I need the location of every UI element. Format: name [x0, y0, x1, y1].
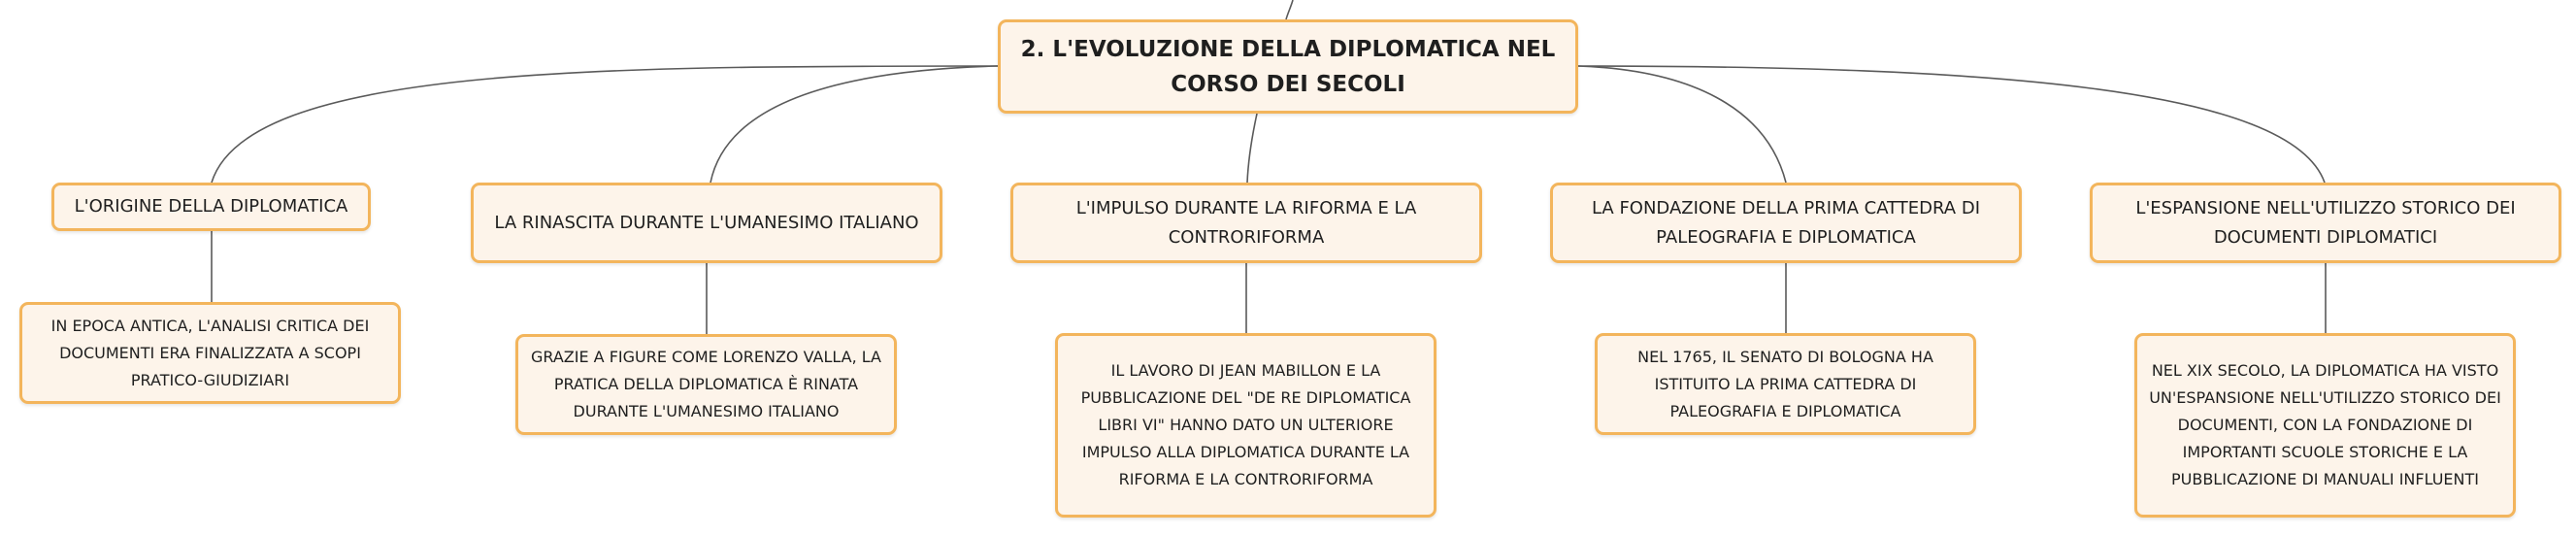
root-node[interactable] — [998, 19, 1578, 114]
detail-text: NEL 1765, IL SENATO DI BOLOGNA HA ISTITUITO LA PRIMA CATTEDRA DI PALEOGRAFIA E DIPLOMATICA — [1637, 347, 1933, 420]
topic-node-reformation[interactable] — [1010, 183, 1482, 263]
connector-root-topic-3 — [1247, 114, 1257, 183]
connector-root-topic-4 — [1578, 66, 1786, 183]
topic-node-first-chair[interactable] — [1550, 183, 2022, 263]
detail-node-reformation[interactable] — [1055, 333, 1437, 518]
detail-text: IL LAVORO DI JEAN MABILLON E LA PUBBLICAZIONE DEL "DE RE DIPLOMATICA LIBRI VI" HANNO DATO UN ULTERIORE IMPULSO ALLA DIPLOMATICA DURANTE LA RIFORMA E LA CONTRORIFORMA — [1080, 361, 1411, 488]
connector-root-parent — [1286, 0, 1293, 19]
detail-node-renaissance[interactable] — [515, 334, 897, 435]
topic-label: L'ESPANSIONE NELL'UTILIZZO STORICO DEI DOCUMENTI DIPLOMATICI — [2135, 197, 2516, 248]
detail-text: GRAZIE A FIGURE COME LORENZO VALLA, LA PRATICA DELLA DIPLOMATICA È RINATA DURANTE L'UMANESIMO ITALIANO — [530, 348, 881, 420]
detail-text: IN EPOCA ANTICA, L'ANALISI CRITICA DEI DOCUMENTI ERA FINALIZZATA A SCOPI PRATICO-GIUDIZIARI — [50, 316, 370, 389]
detail-node-origin[interactable] — [19, 302, 401, 404]
topic-node-expansion[interactable] — [2090, 183, 2561, 263]
topic-label: L'ORIGINE DELLA DIPLOMATICA — [74, 196, 348, 217]
topic-node-renaissance[interactable] — [471, 183, 942, 263]
root-title: 2. L'EVOLUZIONE DELLA DIPLOMATICA NEL CORSO DEI SECOLI — [1020, 36, 1556, 97]
detail-text: NEL XIX SECOLO, LA DIPLOMATICA HA VISTO UN'ESPANSIONE NELL'UTILIZZO STORICO DEI DOCUMENTI, CON LA FONDAZIONE DI IMPORTANTI SCUOLE STORICHE E LA PUBBLICAZIONE DI MANUALI INFLUENTI — [2149, 361, 2501, 488]
topic-label: LA RINASCITA DURANTE L'UMANESIMO ITALIANO — [494, 212, 919, 233]
connector-root-topic-2 — [710, 66, 998, 183]
detail-node-first-chair[interactable] — [1595, 333, 1976, 435]
topic-label: L'IMPULSO DURANTE LA RIFORMA E LA CONTRORIFORMA — [1075, 197, 1417, 248]
topic-label: LA FONDAZIONE DELLA PRIMA CATTEDRA DI PALEOGRAFIA E DIPLOMATICA — [1591, 197, 1981, 248]
connector-root-topic-1 — [212, 66, 998, 183]
connector-root-topic-5 — [1578, 66, 2325, 183]
detail-node-expansion[interactable] — [2134, 333, 2516, 518]
topic-node-origin[interactable] — [51, 183, 371, 231]
